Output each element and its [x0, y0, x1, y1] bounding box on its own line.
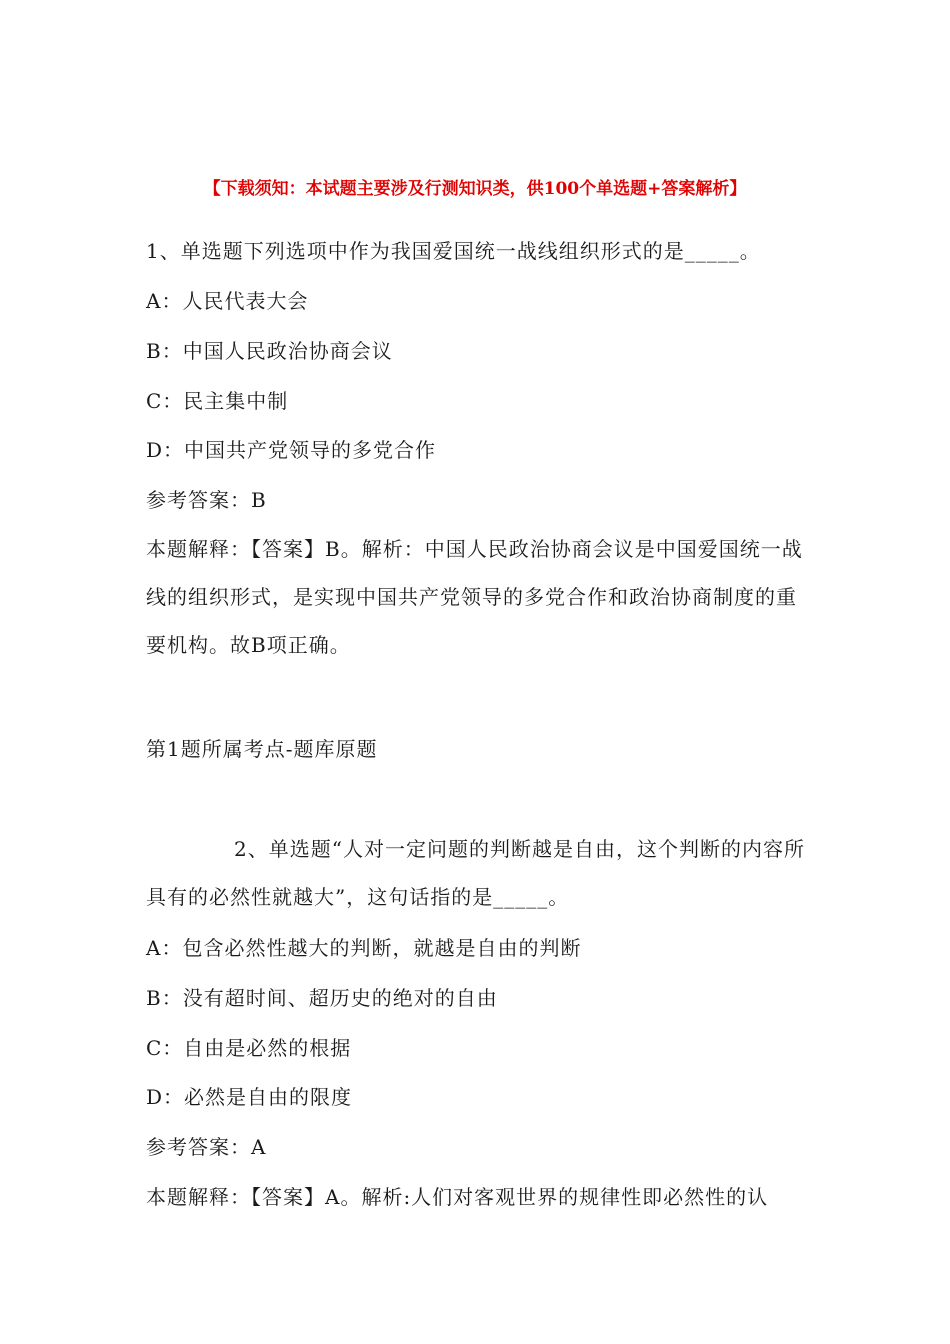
question-2-stem: 2、单选题“人对一定问题的判断越是自由，这个判断的内容所具有的必然性就越大”，这句话指的是_____。: [146, 837, 805, 909]
question-1-source: 第1题所属考点-题库原题: [146, 737, 378, 761]
question-2-answer: 参考答案：A: [146, 1135, 267, 1159]
question-1-stem: 1、单选题下列选项中作为我国爱国统一战线组织形式的是_____。: [146, 239, 761, 263]
question-1-option-c: C：民主集中制: [146, 389, 289, 413]
question-2-option-d: D：必然是自由的限度: [146, 1085, 353, 1109]
question-1-option-b: B：中国人民政治协商会议: [146, 339, 393, 363]
question-2-option-c: C：自由是必然的根据: [146, 1036, 352, 1060]
question-2-option-b: B：没有超时间、超历史的绝对的自由: [146, 986, 498, 1010]
download-notice: 【下载须知：本试题主要涉及行测知识类，供100个单选题+答案解析】: [203, 179, 747, 199]
question-1-option-d: D：中国共产党领导的多党合作: [146, 438, 437, 462]
question-2-option-a: A：包含必然性越大的判断，就越是自由的判断: [146, 936, 582, 960]
question-2-explanation: 本题解释：【答案】A。解析:人们对客观世界的规律性即必然性的认: [146, 1185, 769, 1209]
question-1-answer: 参考答案：B: [146, 488, 267, 512]
question-1-explanation: 本题解释：【答案】B。解析：中国人民政治协商会议是中国爱国统一战线的组织形式，是实现中国共产党领导的多党合作和政治协商制度的重要机构。故B项正确。: [146, 537, 803, 657]
question-1-option-a: A：人民代表大会: [146, 289, 309, 313]
